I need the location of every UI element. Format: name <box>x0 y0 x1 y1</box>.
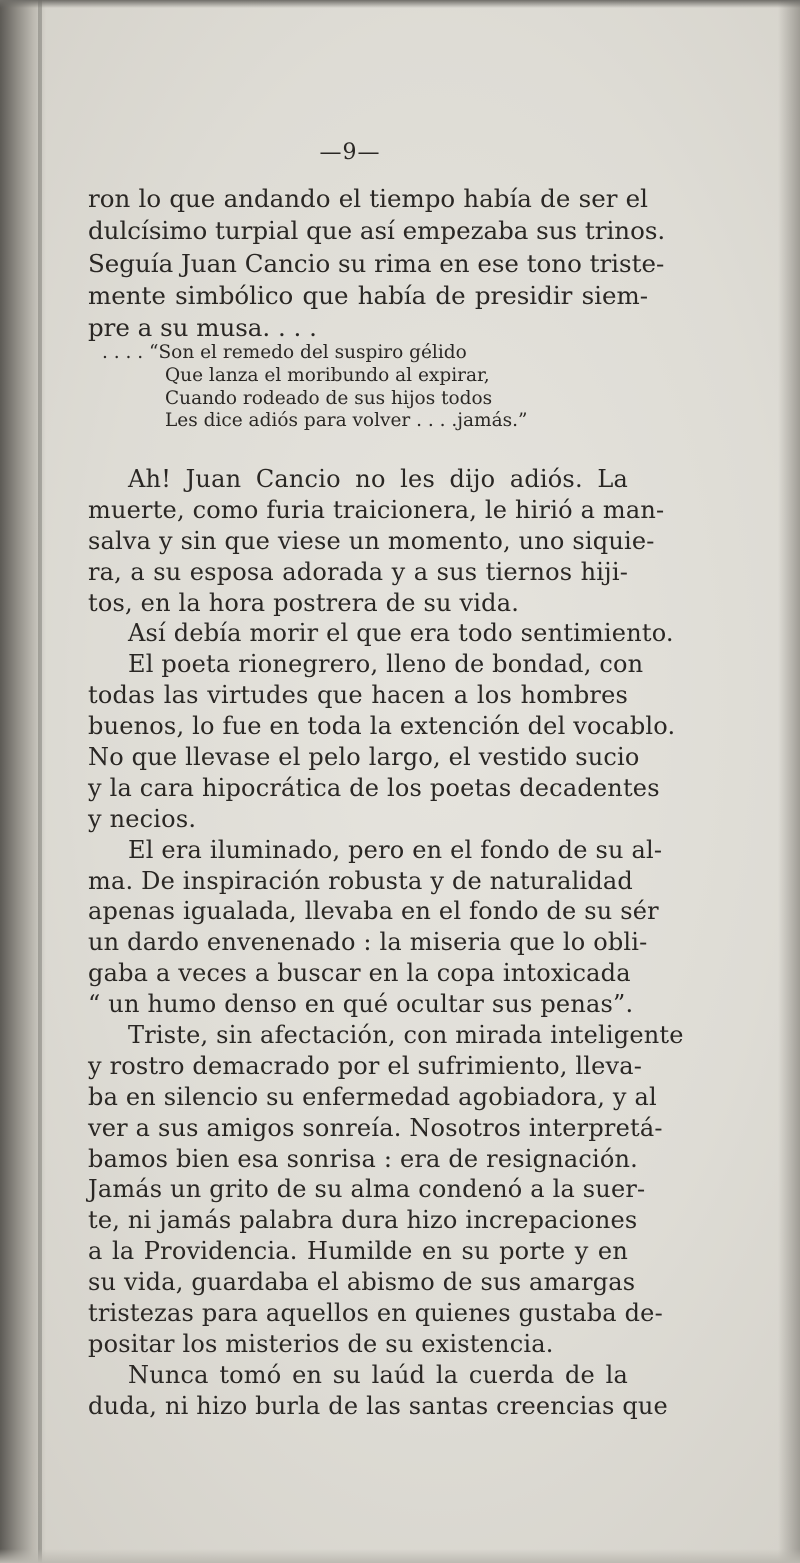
text-line: ron lo que andando el tiempo había de ser el <box>88 184 648 213</box>
verse-line: . . . . “Son el remedo del suspiro gélido <box>102 342 467 363</box>
text-line: un dardo envenenado : la miseria que lo obli- <box>88 928 648 957</box>
quoted-verse <box>102 342 532 433</box>
text-line: tos, en la hora postrera de su vida. <box>88 588 520 617</box>
page-bottom-edge <box>0 1549 800 1563</box>
text-line: ba en silencio su enfermedad agobiadora, y al <box>88 1082 657 1111</box>
text-line: pre a su musa. . . . <box>88 313 317 343</box>
text-line: gaba a veces a buscar en la copa intoxicada <box>88 959 631 988</box>
intro-paragraph <box>88 183 666 344</box>
text-line: su vida, guardaba el abismo de sus amargas <box>88 1268 636 1297</box>
text-line: dulcísimo turpial que así empezaba sus trinos. <box>88 216 666 246</box>
text-line: El poeta rionegrero, lleno de bondad, con <box>128 650 644 679</box>
verse-line: Que lanza el moribundo al expirar, <box>165 364 490 386</box>
text-line: te, ni jamás palabra dura hizo increpaciones <box>88 1206 638 1235</box>
text-line: buenos, lo fue en toda la extención del vocablo. <box>88 712 676 741</box>
body-text <box>88 464 684 1422</box>
page-right-edge <box>778 0 800 1563</box>
text-line: ra, a su esposa adorada y a sus tiernos hiji- <box>88 557 628 586</box>
verse-line: Cuando rodeado de sus hijos todos <box>165 387 493 409</box>
page-number: —9— <box>319 140 381 165</box>
binding-shadow <box>38 0 42 1563</box>
text-line: tristezas para aquellos en quienes gustaba de- <box>88 1299 663 1328</box>
text-line: duda, ni hizo burla de las santas creencias que <box>88 1391 668 1420</box>
text-line: muerte, como furia traicionera, le hirió a man- <box>88 495 665 524</box>
text-line: No que llevase el pelo largo, el vestido sucio <box>88 743 640 772</box>
text-line: mente simbólico que había de presidir siem- <box>88 280 648 310</box>
text-line: ver a sus amigos sonreía. Nosotros interpretá- <box>88 1113 663 1142</box>
text-line: El era iluminado, pero en el fondo de su al- <box>128 835 663 864</box>
text-line: Nunca tomó en su laúd la cuerda de la <box>128 1360 628 1389</box>
text-line: Así debía morir el que era todo sentimiento. <box>128 619 674 648</box>
text-line: Triste, sin afectación, con mirada inteligente <box>128 1021 684 1050</box>
text-line: ma. De inspiración robusta y de naturalidad <box>88 866 633 895</box>
text-line: y necios. <box>88 804 197 833</box>
text-line: “ un humo denso en qué ocultar sus penas”. <box>88 990 634 1019</box>
text-line: Ah! Juan Cancio no les dijo adiós. La <box>128 465 628 493</box>
text-line: a la Providencia. Humilde en su porte y en <box>88 1237 628 1266</box>
text-line: apenas igualada, llevaba en el fondo de su sér <box>88 897 659 926</box>
page-top-edge <box>0 0 800 8</box>
text-line: y rostro demacrado por el sufrimiento, lleva- <box>88 1051 643 1080</box>
text-line: todas las virtudes que hacen a los hombres <box>88 681 628 710</box>
verse-line: Les dice adiós para volver . . . .jamás.” <box>165 410 528 432</box>
text-line: Jamás un grito de su alma condenó a la suer- <box>88 1175 646 1204</box>
text-line: bamos bien esa sonrisa : era de resignación. <box>88 1144 639 1173</box>
text-line: Seguía Juan Cancio su rima en ese tono triste- <box>88 248 665 278</box>
text-line: positar los misterios de su existencia. <box>88 1329 554 1358</box>
text-line: y la cara hipocrática de los poetas decadentes <box>88 773 660 802</box>
text-line: salva y sin que viese un momento, uno siquie- <box>88 526 655 555</box>
